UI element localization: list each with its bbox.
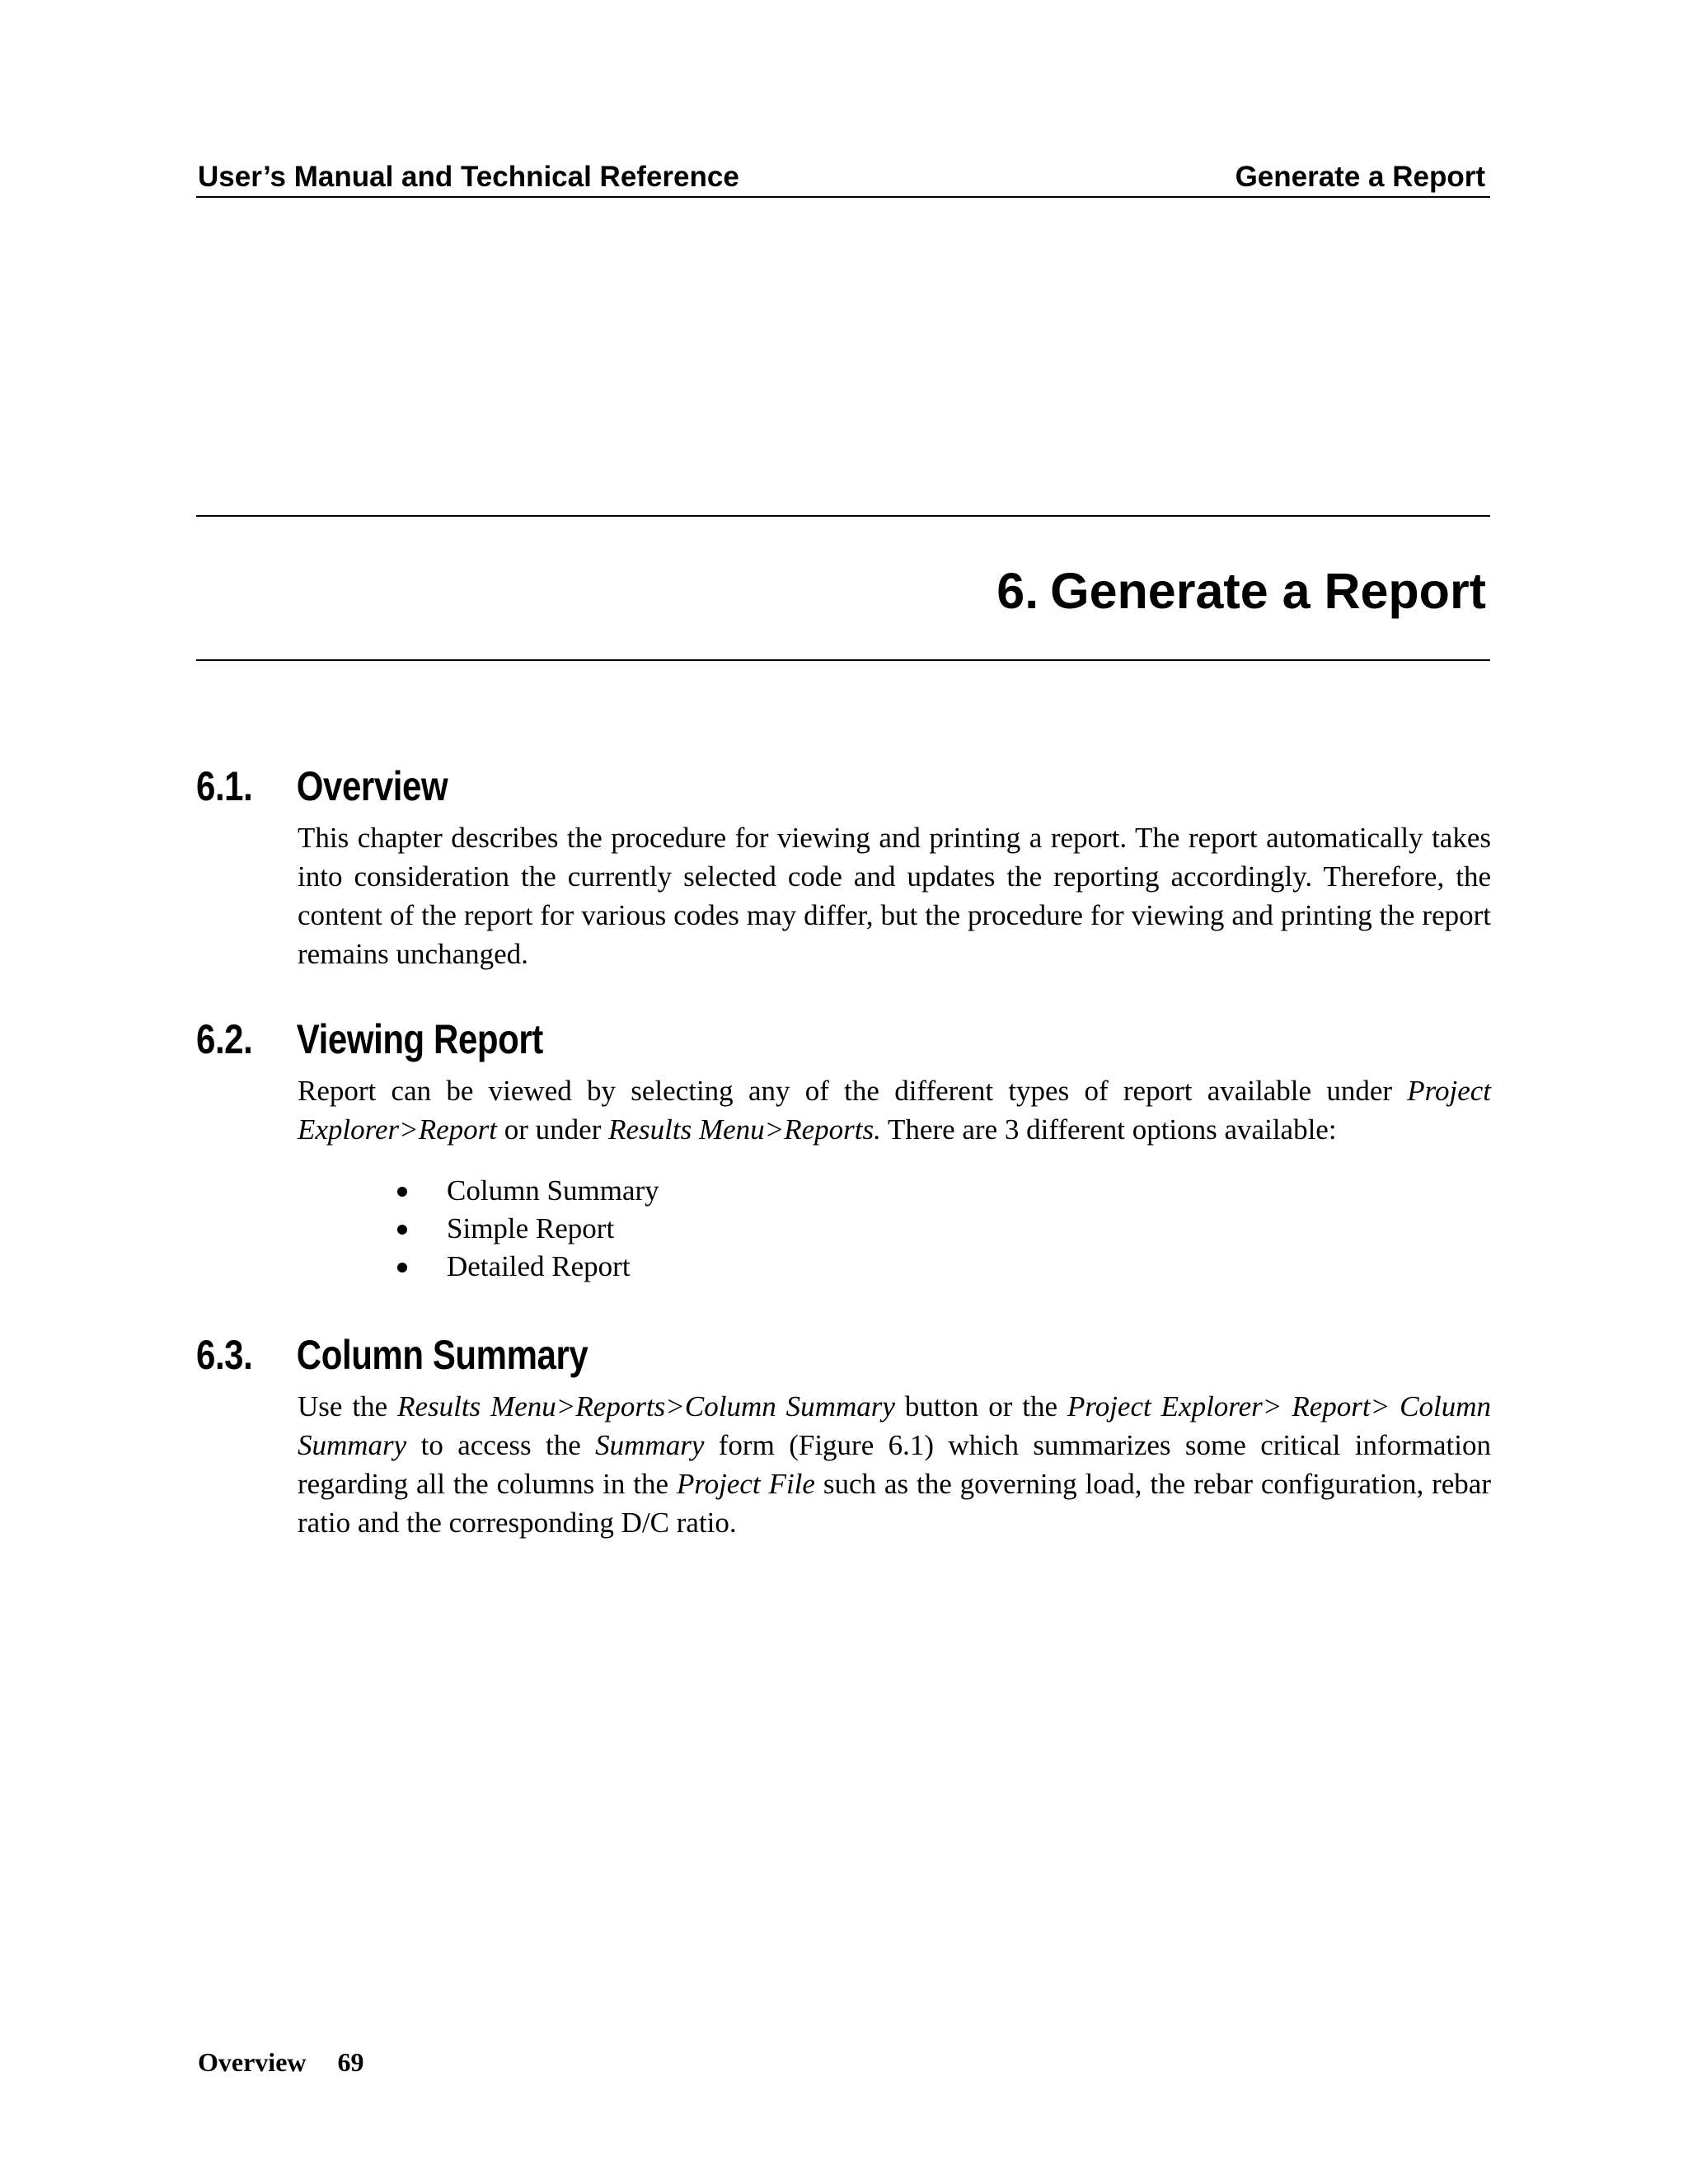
page-footer: [198, 2047, 364, 2078]
column-summary-paragraph: [298, 1387, 1491, 1542]
list-item: [396, 1248, 659, 1286]
section-number: 6.1.: [196, 763, 253, 809]
text-run-italic: Results Menu>Reports.: [608, 1113, 881, 1146]
report-options-list: [396, 1172, 659, 1286]
list-item: [396, 1210, 659, 1248]
text-run: to access the: [406, 1429, 596, 1461]
text-run-italic: Results Menu>Reports>Column Summary: [397, 1390, 895, 1422]
section-heading-viewing-report: [196, 1015, 543, 1063]
list-item-label: Detailed Report: [447, 1250, 631, 1282]
overview-paragraph: This chapter describes the procedure for viewing and printing a report. The report automatically takes into consideration the currently selected code and updates the reporting accordingly. Therefore, the content of the report for various codes may differ, but the procedure for viewing and printing the report remains unchanged.: [298, 822, 1491, 970]
section-title: Viewing Report: [296, 1016, 543, 1062]
text-run: There are 3 different options available:: [880, 1113, 1337, 1146]
list-item: [396, 1172, 659, 1210]
running-header: [196, 155, 1490, 198]
text-run: or under: [497, 1113, 609, 1146]
section-number: 6.3.: [196, 1332, 253, 1378]
page-number: 69: [337, 2047, 364, 2077]
chapter-top-rule: [196, 515, 1490, 517]
bullet-icon: [397, 1187, 407, 1197]
text-run-italic: Project File: [676, 1468, 815, 1500]
text-run: button or the: [894, 1390, 1067, 1422]
text-run: such as the governing load, the rebar configuration, rebar ratio and the corresponding D/C ratio.: [298, 1468, 1491, 1539]
list-item-label: Simple Report: [447, 1212, 615, 1244]
section-title: Column Summary: [296, 1332, 588, 1378]
section-heading-overview: [196, 762, 448, 810]
chapter-title: [996, 562, 1486, 620]
chapter-title-text: Generate a Report: [1050, 563, 1486, 619]
list-item-label: Column Summary: [447, 1174, 659, 1207]
bullet-icon: [397, 1225, 407, 1235]
bullet-icon: [397, 1263, 407, 1272]
text-run: Report can be viewed by selecting any of the different types of report available under: [298, 1075, 1408, 1107]
section-number: 6.2.: [196, 1016, 253, 1062]
section-title: Overview: [296, 763, 448, 809]
text-run-italic: Project Explorer> Report> Column Summary: [298, 1390, 1491, 1461]
chapter-bottom-rule: [196, 659, 1490, 661]
text-run: Use the: [298, 1390, 398, 1422]
text-run-italic: Summary: [595, 1429, 705, 1461]
section-heading-column-summary: [196, 1331, 588, 1379]
viewing-report-paragraph: [298, 1071, 1491, 1149]
text-run-italic: Project Explorer>Report: [298, 1075, 1491, 1146]
chapter-number: 6.: [996, 563, 1039, 619]
footer-section-name: Overview: [198, 2047, 307, 2077]
header-chapter-title: Generate a Report: [1235, 161, 1485, 193]
text-run: form (Figure 6.1) which summarizes some critical information regarding all the columns in the: [298, 1429, 1491, 1500]
header-manual-title: User’s Manual and Technical Reference: [198, 161, 739, 193]
